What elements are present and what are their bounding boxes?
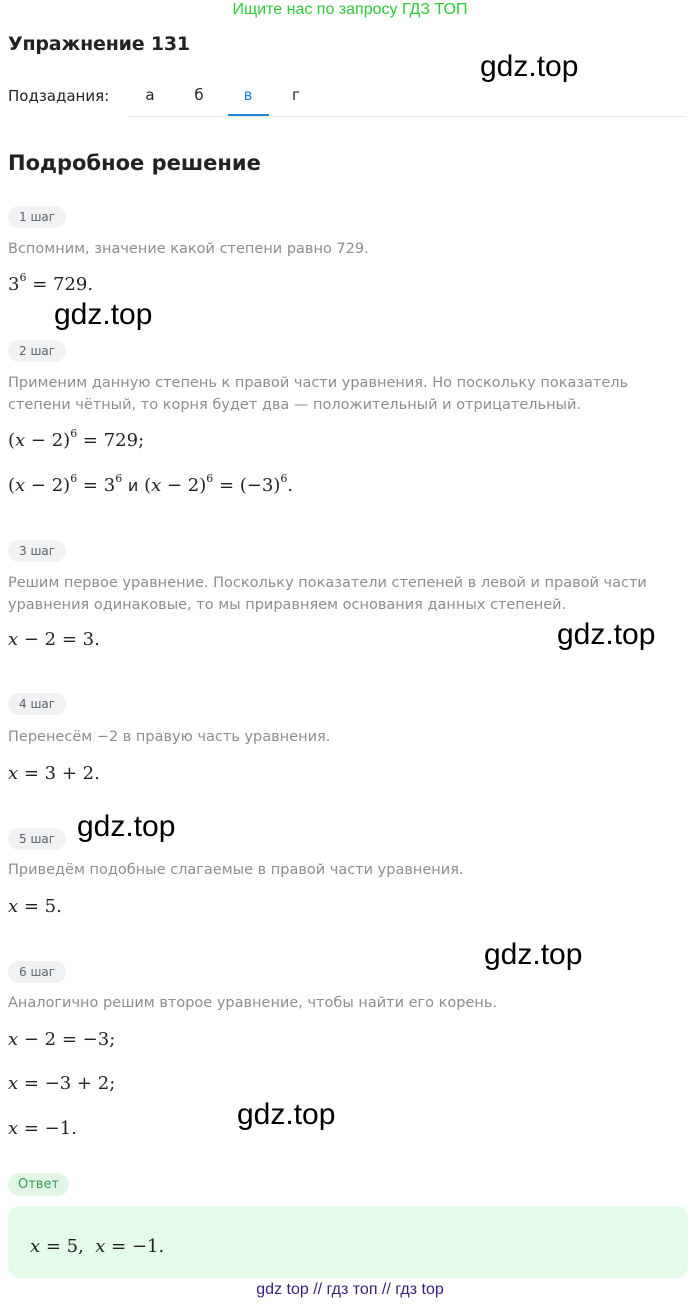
- step-math: $(x - 2)^6 = 729$;: [8, 427, 145, 451]
- step-text: Перенесём −2 в правую часть уравнения.: [8, 729, 331, 745]
- watermark: gdz.top: [54, 298, 153, 331]
- answer-math: x = 5, x = −1.: [30, 1236, 165, 1257]
- tab-v[interactable]: в: [243, 86, 253, 104]
- step-text: Вспомним, значение какой степени равно 729.: [8, 241, 369, 257]
- step-math: x = 3 + 2.: [8, 763, 100, 784]
- page-title: Упражнение 131: [8, 33, 190, 55]
- step-math: x − 2 = −3;: [8, 1029, 116, 1050]
- step-text: Решим первое уравнение. Поскольку показатели степеней в левой и правой части уравнения одинаковые, то мы приравняем основания данных степеней.: [8, 575, 647, 613]
- footer-links[interactable]: gdz top // гдз топ // гдз top: [256, 1281, 444, 1298]
- watermark: gdz.top: [480, 50, 579, 83]
- active-tab-indicator: [228, 114, 269, 116]
- subtasks-label: Подзадания:: [8, 87, 110, 105]
- watermark: gdz.top: [77, 810, 176, 843]
- step-math: x = 5.: [8, 896, 62, 917]
- tab-g[interactable]: г: [292, 86, 300, 104]
- step-text: Приведём подобные слагаемые в правой части уравнения.: [8, 862, 464, 878]
- watermark: gdz.top: [484, 938, 583, 971]
- step-math: x = −3 + 2;: [8, 1073, 116, 1094]
- answer-badge: Ответ: [8, 1173, 69, 1196]
- watermark: gdz.top: [557, 618, 656, 651]
- tab-b[interactable]: б: [194, 86, 204, 104]
- step-text: Аналогично решим второе уравнение, чтобы найти его корень.: [8, 995, 498, 1011]
- section-title: Подробное решение: [8, 151, 261, 175]
- step-badge: 5 шаг: [8, 828, 66, 850]
- step-text: Применим данную степень к правой части уравнения. Но поскольку показатель степени чётный, то корня будет два — положительный и отрицательный.: [8, 375, 629, 413]
- step-math: x = −1.: [8, 1118, 77, 1139]
- watermark: gdz.top: [237, 1098, 336, 1131]
- step-badge: 3 шаг: [8, 540, 66, 562]
- step-badge: 1 шаг: [8, 206, 66, 228]
- tab-a[interactable]: а: [145, 86, 155, 104]
- step-math: $(x - 2)^6 = 3^6$ и $(x - 2)^6 = (-3)^6$.: [8, 472, 294, 496]
- step-badge: 4 шаг: [8, 693, 66, 715]
- step-badge: 2 шаг: [8, 340, 66, 362]
- search-banner: Ищите нас по запросу ГДЗ ТОП: [232, 1, 468, 18]
- step-math: x − 2 = 3.: [8, 629, 100, 650]
- step-math: $3^6 = 729$.: [8, 271, 94, 295]
- step-badge: 6 шаг: [8, 961, 66, 983]
- subtask-tabs: [128, 80, 686, 117]
